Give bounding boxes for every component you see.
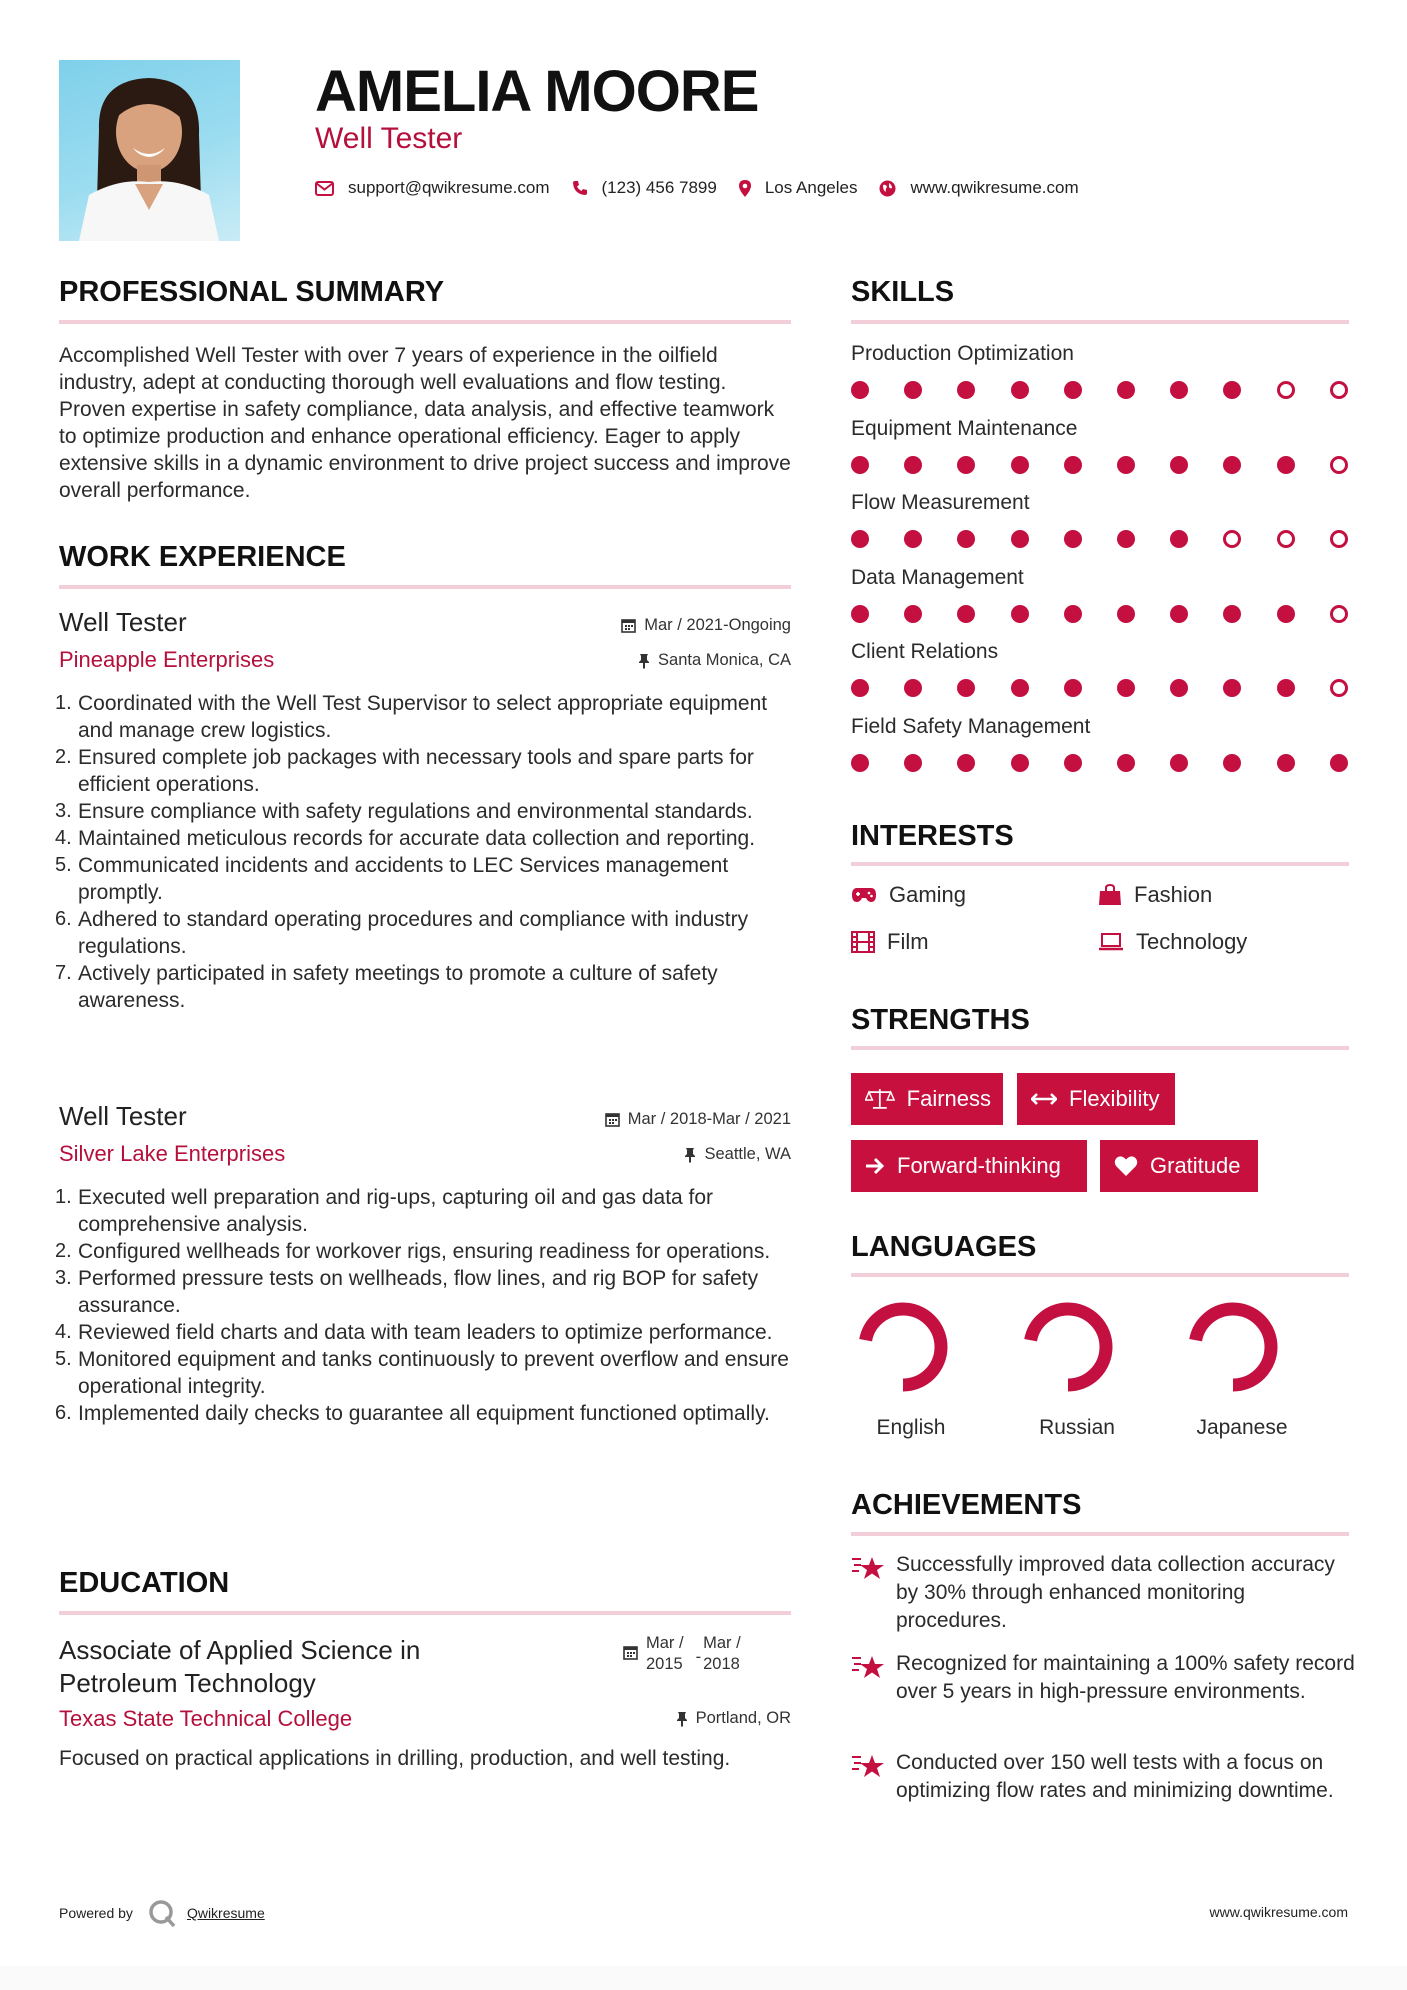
rating-dot-filled (1064, 679, 1082, 697)
shooting-star-icon (851, 1654, 885, 1680)
summary-text: Accomplished Well Tester with over 7 years of experience in the oilfield industry, adept at conducting thorough well evaluations and flow testing. Proven expertise in safety compliance, data analysis, and effective teamwork to optimize production and enhance operational efficiency. Eager to apply extensive skills in a dynamic environment to drive project success and improve overall performance. (59, 344, 791, 502)
experience-divider (59, 585, 791, 589)
rating-dot-filled (1011, 679, 1029, 697)
rating-dot-filled (1011, 754, 1029, 772)
calendar-icon (605, 1112, 620, 1127)
rating-dot-filled (904, 605, 922, 623)
calendar-icon (623, 1645, 638, 1660)
language-rings (851, 1295, 1351, 1405)
calendar-icon (621, 618, 636, 633)
heart-icon (1114, 1155, 1138, 1177)
rating-dot-filled (1117, 754, 1135, 772)
strength-label: Fairness (906, 1086, 991, 1111)
skill-rating (851, 456, 1351, 476)
job-dates (621, 616, 791, 635)
strength-label: Flexibility (1069, 1086, 1160, 1111)
language-ring-russian (1030, 1309, 1106, 1385)
interests-divider (851, 862, 1349, 866)
list-item: 7. Actively participated in safety meetings to promote a culture of safety awareness. (55, 962, 718, 1012)
rating-dot-filled (1011, 456, 1029, 474)
contact-website[interactable] (879, 178, 1078, 198)
list-item: 1. Executed well preparation and rig-ups, capturing oil and gas data for comprehensive analysis. (55, 1186, 714, 1236)
summary-heading: PROFESSIONAL SUMMARY (59, 276, 445, 308)
page-bottom-band (0, 1966, 1407, 1990)
rating-dot-empty (1223, 530, 1241, 548)
interest-item-fashion (1098, 882, 1212, 908)
rating-dot-filled (851, 530, 869, 548)
degree-line-2: Petroleum Technology (59, 1668, 316, 1698)
skill-name: Flow Measurement (851, 491, 1030, 514)
rating-dot-filled (1011, 381, 1029, 399)
contact-row (315, 178, 1101, 198)
interest-label: Gaming (889, 882, 967, 907)
rating-dot-filled (1223, 381, 1241, 399)
rating-dot-filled (1223, 605, 1241, 623)
list-item: 5. Monitored equipment and tanks continuously to prevent overflow and ensure operational integrity. (55, 1348, 789, 1398)
date-separator: - (695, 1648, 702, 1666)
achievement-text: Successfully improved data collection accuracy by 30% through enhanced monitoring procedures. (896, 1553, 1335, 1632)
profile-photo (59, 60, 240, 241)
experience-heading: WORK EXPERIENCE (59, 541, 346, 573)
rating-dot-filled (904, 381, 922, 399)
rating-dot-filled (851, 381, 869, 399)
skill-rating (851, 381, 1351, 401)
interest-label: Fashion (1134, 882, 1213, 907)
globe-icon (879, 180, 896, 197)
pushpin-icon (676, 1711, 688, 1727)
rating-dot-filled (1277, 754, 1295, 772)
list-item: 2. Configured wellheads for workover rigs, ensuring readiness for operations. (55, 1240, 771, 1263)
strength-label: Forward-thinking (897, 1153, 1061, 1178)
rating-dot-empty (1330, 605, 1348, 623)
rating-dot-filled (957, 456, 975, 474)
rating-dot-filled (904, 456, 922, 474)
rating-dot-filled (1330, 754, 1348, 772)
skill-rating (851, 530, 1351, 550)
rating-dot-filled (851, 605, 869, 623)
rating-dot-filled (957, 530, 975, 548)
film-icon (851, 931, 875, 953)
job-location (638, 651, 791, 670)
rating-dot-filled (1011, 530, 1029, 548)
job-bullets (55, 1184, 791, 1427)
achievement-text: Conducted over 150 well tests with a focus on optimizing flow rates and minimizing downtime. (896, 1751, 1334, 1802)
skill-name: Equipment Maintenance (851, 416, 1078, 440)
summary-divider (59, 320, 791, 324)
skill-rating (851, 605, 1351, 625)
strength-tag-flexibility (1017, 1073, 1175, 1125)
interest-item-technology (1098, 929, 1247, 955)
rating-dot-filled (1170, 605, 1188, 623)
job-company: Silver Lake Enterprises (59, 1141, 286, 1166)
rating-dot-filled (1064, 381, 1082, 399)
language-label: Russian (1039, 1416, 1115, 1439)
skill-name: Production Optimization (851, 342, 1074, 365)
rating-dot-filled (1117, 381, 1135, 399)
email-text: support@qwikresume.com (348, 178, 550, 197)
rating-dot-filled (957, 381, 975, 399)
list-item: 3. Performed pressure tests on wellheads, flow lines, and rig BOP for safety assurance. (55, 1267, 759, 1317)
shooting-star-icon (851, 1753, 885, 1779)
candidate-name: AMELIA MOORE (315, 59, 759, 124)
rating-dot-filled (1223, 754, 1241, 772)
list-item: 5. Communicated incidents and accidents to LEC Services management promptly. (55, 854, 729, 904)
rating-dot-empty (1277, 530, 1295, 548)
contact-location (739, 178, 858, 198)
degree-title (59, 1634, 420, 1700)
pushpin-icon (638, 653, 650, 669)
languages-divider (851, 1273, 1349, 1277)
interest-item-film (851, 929, 929, 955)
job-bullets (55, 690, 769, 1014)
interest-label: Technology (1136, 929, 1248, 954)
school-name: Texas State Technical College (59, 1706, 353, 1731)
languages-heading: LANGUAGES (851, 1231, 1037, 1263)
language-label: Japanese (1196, 1416, 1288, 1439)
education-heading: EDUCATION (59, 1567, 230, 1599)
powered-by-text: Powered by (59, 1905, 133, 1921)
rating-dot-filled (1277, 456, 1295, 474)
list-item: 6. Adhered to standard operating procedures and compliance with industry regulations. (55, 908, 749, 958)
shopping-bag-icon (1098, 884, 1122, 906)
achievements-heading: ACHIEVEMENTS (851, 1489, 1082, 1521)
rating-dot-filled (1170, 530, 1188, 548)
skills-heading: SKILLS (851, 276, 955, 308)
education-end: Mar / 2018 (703, 1634, 741, 1673)
rating-dot-filled (1064, 456, 1082, 474)
achievements-divider (851, 1532, 1349, 1536)
language-ring-japanese (1195, 1309, 1271, 1385)
strength-label: Gratitude (1150, 1153, 1241, 1178)
job-dates-text: Mar / 2021-Ongoing (644, 616, 791, 634)
job-location-text: Santa Monica, CA (658, 651, 791, 669)
education-start: Mar / 2015 (646, 1634, 684, 1673)
rating-dot-filled (1170, 456, 1188, 474)
rating-dot-filled (1117, 530, 1135, 548)
rating-dot-filled (1117, 605, 1135, 623)
rating-dot-empty (1330, 381, 1348, 399)
list-item: 1. Coordinated with the Well Test Supervisor to select appropriate equipment and manage crew logistics. (55, 692, 768, 742)
rating-dot-filled (851, 754, 869, 772)
language-ring-english (865, 1309, 941, 1385)
rating-dot-filled (851, 456, 869, 474)
rating-dot-empty (1277, 381, 1295, 399)
arrow-right-icon (865, 1157, 885, 1175)
contact-phone[interactable] (572, 178, 717, 198)
list-item: 4. Maintained meticulous records for accurate data collection and reporting. (55, 827, 756, 850)
footer-powered-by (59, 1898, 265, 1928)
website-text: www.qwikresume.com (910, 178, 1079, 197)
education-location-text: Portland, OR (695, 1709, 791, 1727)
rating-dot-filled (1170, 754, 1188, 772)
portrait-image (59, 60, 240, 241)
job-location-text: Seattle, WA (704, 1145, 791, 1163)
rating-dot-empty (1330, 456, 1348, 474)
job-title: Well Tester (59, 1101, 187, 1131)
skill-name: Data Management (851, 565, 1024, 589)
rating-dot-filled (904, 679, 922, 697)
skill-rating (851, 679, 1351, 699)
skills-divider (851, 320, 1349, 324)
rating-dot-empty (1330, 530, 1348, 548)
degree-line-1: Associate of Applied Science in (59, 1635, 421, 1665)
rating-dot-filled (957, 605, 975, 623)
interests-heading: INTERESTS (851, 820, 1014, 852)
list-item: 3. Ensure compliance with safety regulations and environmental standards. (55, 800, 753, 823)
achievement-text: Recognized for maintaining a 100% safety record over 5 years in high-pressure environments. (896, 1652, 1355, 1703)
rating-dot-filled (1223, 679, 1241, 697)
education-divider (59, 1611, 791, 1615)
map-pin-icon (739, 180, 751, 197)
rating-dot-filled (1277, 605, 1295, 623)
skill-rating (851, 754, 1351, 774)
strength-tag-gratitude (1100, 1140, 1258, 1192)
phone-icon (572, 180, 588, 196)
interest-label: Film (887, 929, 929, 954)
gamepad-icon (851, 887, 877, 903)
arrows-horizontal-icon (1031, 1092, 1057, 1106)
rating-dot-empty (1330, 679, 1348, 697)
strengths-divider (851, 1046, 1349, 1050)
interest-item-gaming (851, 882, 966, 908)
strength-tag-fairness (851, 1073, 1003, 1125)
list-item: 2. Ensured complete job packages with necessary tools and spare parts for efficient operations. (55, 746, 754, 796)
rating-dot-filled (1170, 679, 1188, 697)
phone-text: (123) 456 7899 (601, 178, 717, 197)
rating-dot-filled (1117, 679, 1135, 697)
candidate-title: Well Tester (315, 122, 463, 155)
qwikresume-logo-icon (147, 1898, 177, 1928)
education-dates (623, 1633, 741, 1675)
rating-dot-filled (1277, 679, 1295, 697)
rating-dot-filled (1064, 530, 1082, 548)
envelope-icon (315, 181, 334, 196)
rating-dot-filled (957, 754, 975, 772)
list-item: 4. Reviewed field charts and data with team leaders to optimize performance. (55, 1321, 773, 1344)
language-label: English (876, 1416, 946, 1439)
education-location (676, 1709, 791, 1728)
pushpin-icon (684, 1147, 696, 1163)
strength-tag-forward-thinking (851, 1140, 1087, 1192)
list-item: 6. Implemented daily checks to guarantee all equipment functioned optimally. (55, 1402, 770, 1425)
strengths-heading: STRENGTHS (851, 1004, 1030, 1036)
job-dates-text: Mar / 2018-Mar / 2021 (627, 1110, 791, 1128)
job-title: Well Tester (59, 607, 187, 637)
balance-scale-icon (865, 1088, 895, 1110)
contact-email[interactable] (315, 178, 550, 198)
qwikresume-link[interactable]: Qwikresume (186, 1905, 265, 1921)
rating-dot-filled (1170, 381, 1188, 399)
skill-name: Client Relations (851, 640, 999, 663)
skill-name: Field Safety Management (851, 714, 1091, 738)
education-description: Focused on practical applications in drilling, production, and well testing. (59, 1747, 731, 1770)
rating-dot-filled (904, 530, 922, 548)
rating-dot-filled (1117, 456, 1135, 474)
rating-dot-filled (1064, 754, 1082, 772)
rating-dot-filled (1223, 456, 1241, 474)
rating-dot-filled (1064, 605, 1082, 623)
job-company: Pineapple Enterprises (59, 647, 275, 672)
rating-dot-filled (957, 679, 975, 697)
footer-url[interactable]: www.qwikresume.com (1209, 1904, 1348, 1920)
job-dates (605, 1110, 791, 1129)
rating-dot-filled (904, 754, 922, 772)
location-text: Los Angeles (764, 178, 858, 197)
shooting-star-icon (851, 1555, 885, 1581)
rating-dot-filled (851, 679, 869, 697)
rating-dot-filled (1011, 605, 1029, 623)
laptop-icon (1098, 933, 1124, 951)
job-location (684, 1145, 791, 1164)
